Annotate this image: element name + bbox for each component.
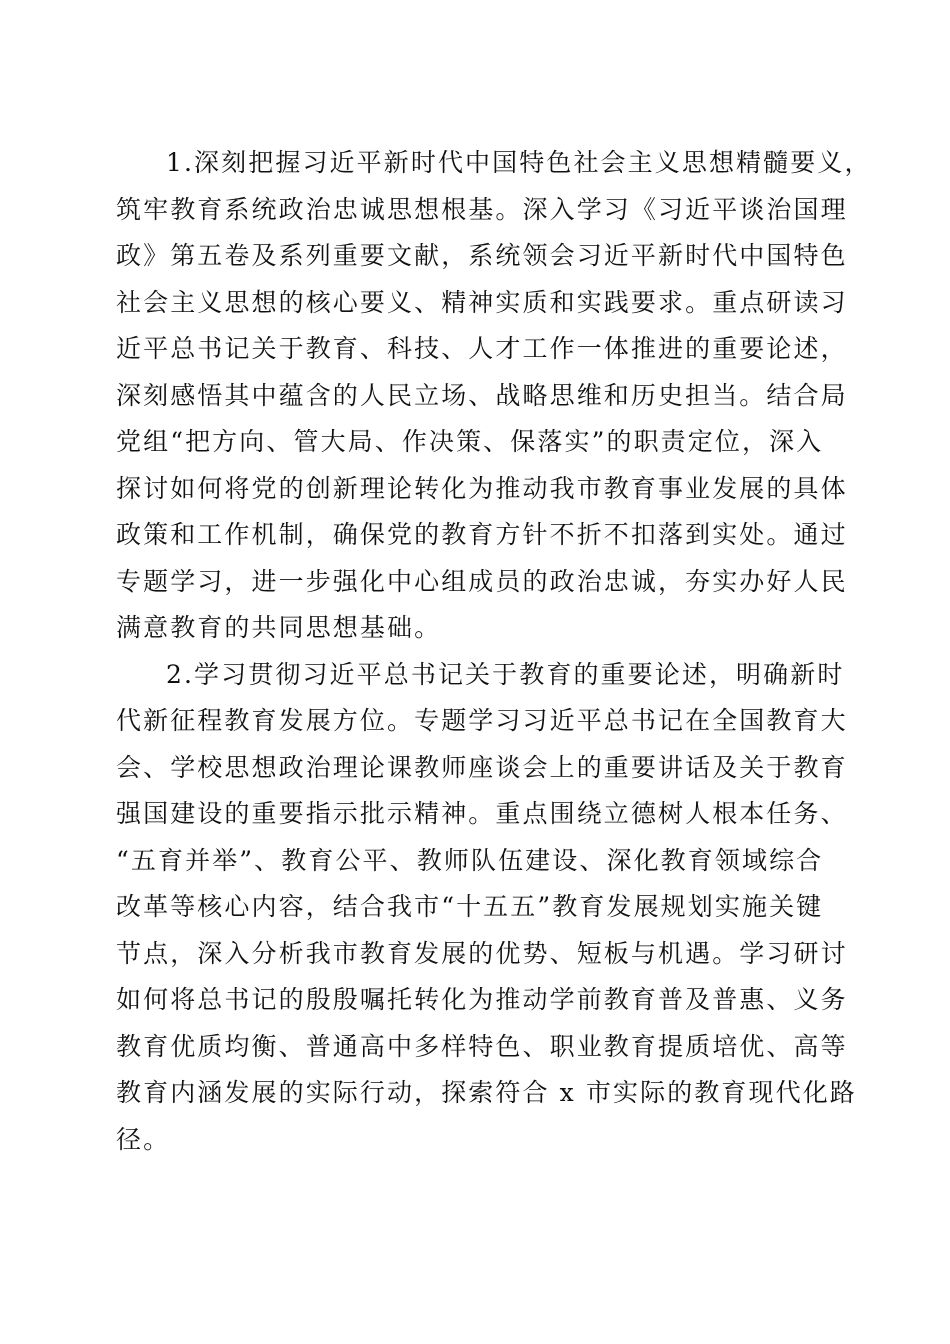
paragraph-1 bbox=[116, 140, 872, 652]
document-body bbox=[116, 140, 872, 1163]
paragraph-line: 强国建设的重要指示批示精神。重点围绕立德树人根本任务、 bbox=[116, 799, 848, 828]
paragraph-line: 深刻感悟其中蕴含的人民立场、战略思维和历史担当。结合局 bbox=[116, 380, 848, 410]
paragraph-line: 社会主义思想的核心要义、精神实质和实践要求。重点研读习 bbox=[116, 287, 848, 317]
paragraph-line: 近平总书记关于教育、科技、人才工作一体推进的重要论述， bbox=[116, 334, 848, 363]
paragraph-line: 如何将总书记的殷殷嘱托转化为推动学前教育普及普惠、义务 bbox=[116, 985, 848, 1014]
paragraph-line: 党组“把方向、管大局、作决策、保落实”的职责定位，深入 bbox=[116, 427, 824, 456]
paragraph-line: 代新征程教育发展方位。专题学习习近平总书记在全国教育大 bbox=[116, 706, 848, 735]
paragraph-line: 筑牢教育系统政治忠诚思想根基。深入学习《习近平谈治国理 bbox=[116, 194, 848, 224]
paragraph-line: “五育并举”、教育公平、教师队伍建设、深化教育领域综合 bbox=[116, 845, 824, 875]
paragraph-line: 探讨如何将党的创新理论转化为推动我市教育事业发展的具体 bbox=[116, 473, 848, 503]
paragraph-line: 专题学习，进一步强化中心组成员的政治忠诚，夯实办好人民 bbox=[116, 566, 848, 596]
paragraph-line: 2.学习贯彻习近平总书记关于教育的重要论述，明确新时 bbox=[166, 659, 845, 689]
paragraph-line: 政》第五卷及系列重要文献，系统领会习近平新时代中国特色 bbox=[116, 241, 848, 270]
paragraph-line: 会、学校思想政治理论课教师座谈会上的重要讲话及关于教育 bbox=[116, 752, 848, 782]
paragraph-line: 改革等核心内容，结合我市“十五五”教育发展规划实施关键 bbox=[116, 892, 824, 921]
paragraph-line: 政策和工作机制，确保党的教育方针不折不扣落到实处。通过 bbox=[116, 520, 848, 549]
paragraph-line: 节点，深入分析我市教育发展的优势、短板与机遇。学习研讨 bbox=[116, 938, 848, 968]
paragraph-line: 满意教育的共同思想基础。 bbox=[116, 613, 442, 642]
paragraph-line: 径。 bbox=[116, 1124, 171, 1154]
paragraph-line: 教育内涵发展的实际行动，探索符合 x 市实际的教育现代化路 bbox=[116, 1078, 857, 1107]
paragraph-2 bbox=[116, 652, 857, 1164]
paragraph-line: 教育优质均衡、普通高中多样特色、职业教育提质培优、高等 bbox=[116, 1031, 848, 1061]
paragraph-line: 1.深刻把握习近平新时代中国特色社会主义思想精髓要义， bbox=[166, 148, 872, 177]
